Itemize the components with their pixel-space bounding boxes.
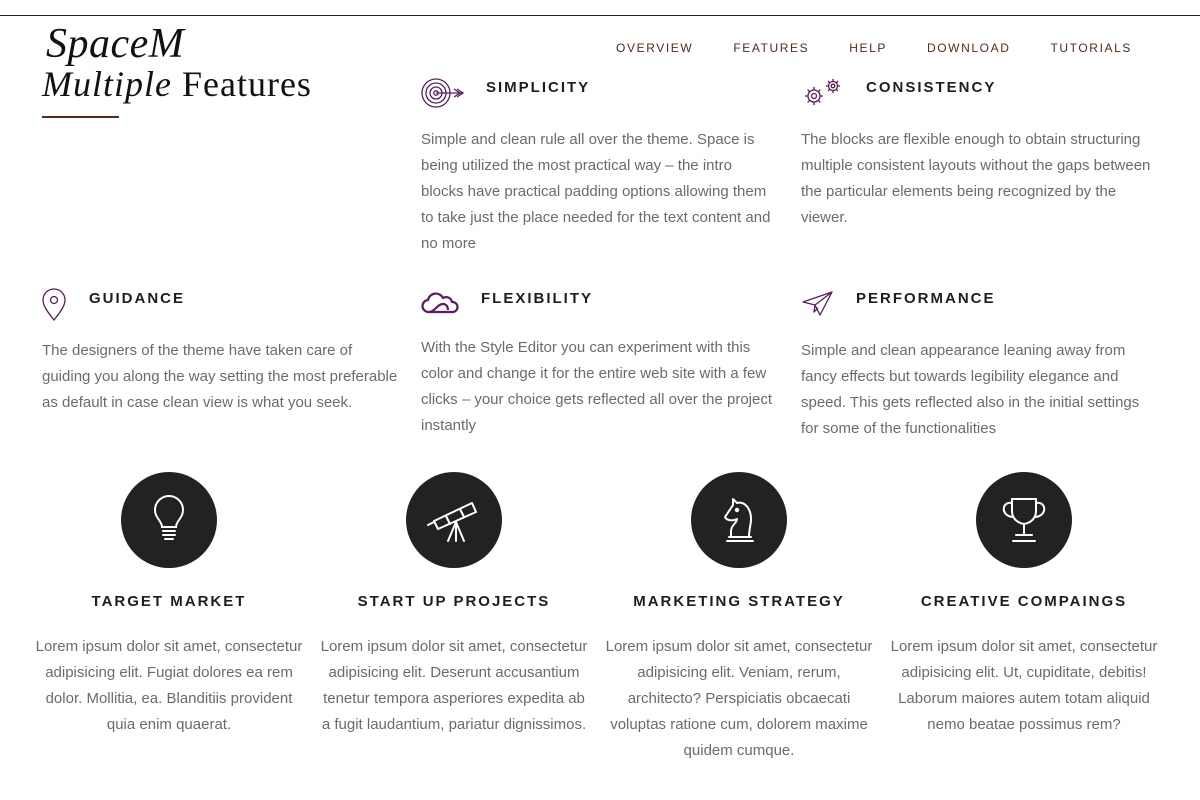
- service-text: Lorem ipsum dolor sit amet, consectetur adipisicing elit. Deserunt accusantium tenetur tempora asperiores expedita ab a fugit laudantium, pariatur dignissimos.: [320, 638, 588, 733]
- service-icon-circle: [121, 472, 217, 568]
- service-title: MARKETING STRATEGY: [633, 593, 845, 610]
- trophy-icon: [996, 493, 1052, 547]
- service-start-up-projects: [319, 472, 589, 738]
- nav-tutorials[interactable]: TUTORIALS: [1050, 41, 1132, 55]
- service-title: START UP PROJECTS: [357, 593, 551, 610]
- site-logo[interactable]: SpaceM: [46, 21, 185, 67]
- cloud-icon: [421, 287, 465, 327]
- lightbulb-icon: [149, 495, 189, 545]
- nav-download[interactable]: DOWNLOAD: [926, 41, 1011, 55]
- feature-title: CONSISTENCY: [866, 79, 997, 96]
- gears-icon: [801, 76, 845, 116]
- feature-text: The designers of the theme have taken care of guiding you along the way setting the most preferable as default in case clean view is what you seek.: [42, 342, 398, 411]
- feature-text: Simple and clean appearance leaning away from fancy effects but towards legibility elegance and speed. This gets reflected also in the initial settings for some of the functionalities: [801, 342, 1140, 437]
- feature-guidance: [42, 287, 398, 447]
- paper-plane-icon: [801, 287, 845, 327]
- top-divider: [0, 15, 1200, 16]
- service-target-market: [34, 472, 304, 738]
- feature-simplicity: [421, 76, 777, 276]
- location-pin-icon: [42, 287, 86, 327]
- feature-text: Simple and clean rule all over the theme. Space is being utilized the most practical way – the intro blocks have practical padding options allowing them to take just the place needed for the text content and no more: [421, 131, 771, 252]
- service-icon-circle: [406, 472, 502, 568]
- feature-title: GUIDANCE: [89, 290, 186, 307]
- telescope-icon: [424, 495, 484, 545]
- service-title: TARGET MARKET: [91, 593, 247, 610]
- feature-title: PERFORMANCE: [856, 290, 996, 307]
- nav-features[interactable]: FEATURES: [733, 41, 810, 55]
- feature-performance: [801, 287, 1157, 447]
- nav-help[interactable]: HELP: [849, 41, 887, 55]
- feature-consistency: [801, 76, 1157, 276]
- feature-flexibility: [421, 287, 777, 447]
- service-creative-compaings: [889, 472, 1159, 738]
- service-text: Lorem ipsum dolor sit amet, consectetur adipisicing elit. Ut, cupiditate, debitis! Laborum maiores autem totam aliquid nemo beatae possimus rem?: [890, 638, 1158, 733]
- feature-text: The blocks are flexible enough to obtain structuring multiple consistent layouts without the gaps between the particular elements being recognized by the viewer.: [801, 131, 1151, 226]
- title-underline: [42, 116, 119, 118]
- nav-overview[interactable]: OVERVIEW: [616, 41, 694, 55]
- service-icon-circle: [691, 472, 787, 568]
- service-marketing-strategy: [604, 472, 874, 764]
- target-icon: [421, 76, 465, 116]
- service-text: Lorem ipsum dolor sit amet, consectetur adipisicing elit. Fugiat dolores ea rem dolor. Mollitia, ea. Blanditiis provident quia enim quaerat.: [35, 638, 303, 733]
- section-title: [42, 62, 312, 106]
- feature-title: FLEXIBILITY: [481, 290, 593, 307]
- section-title-italic: Multiple: [42, 64, 172, 104]
- main-nav: [616, 41, 1132, 55]
- service-title: CREATIVE COMPAINGS: [920, 593, 1128, 610]
- chess-knight-icon: [719, 493, 759, 547]
- feature-text: With the Style Editor you can experiment with this color and change it for the entire web site with a few clicks – your choice gets reflected all over the project instantly: [421, 339, 772, 434]
- feature-title: SIMPLICITY: [486, 79, 591, 96]
- section-title-main: Features: [181, 64, 312, 104]
- service-icon-circle: [976, 472, 1072, 568]
- service-text: Lorem ipsum dolor sit amet, consectetur adipisicing elit. Veniam, rerum, architecto? Perspiciatis obcaecati voluptas ratione cum, dolorem maxime quidem cumque.: [605, 638, 873, 759]
